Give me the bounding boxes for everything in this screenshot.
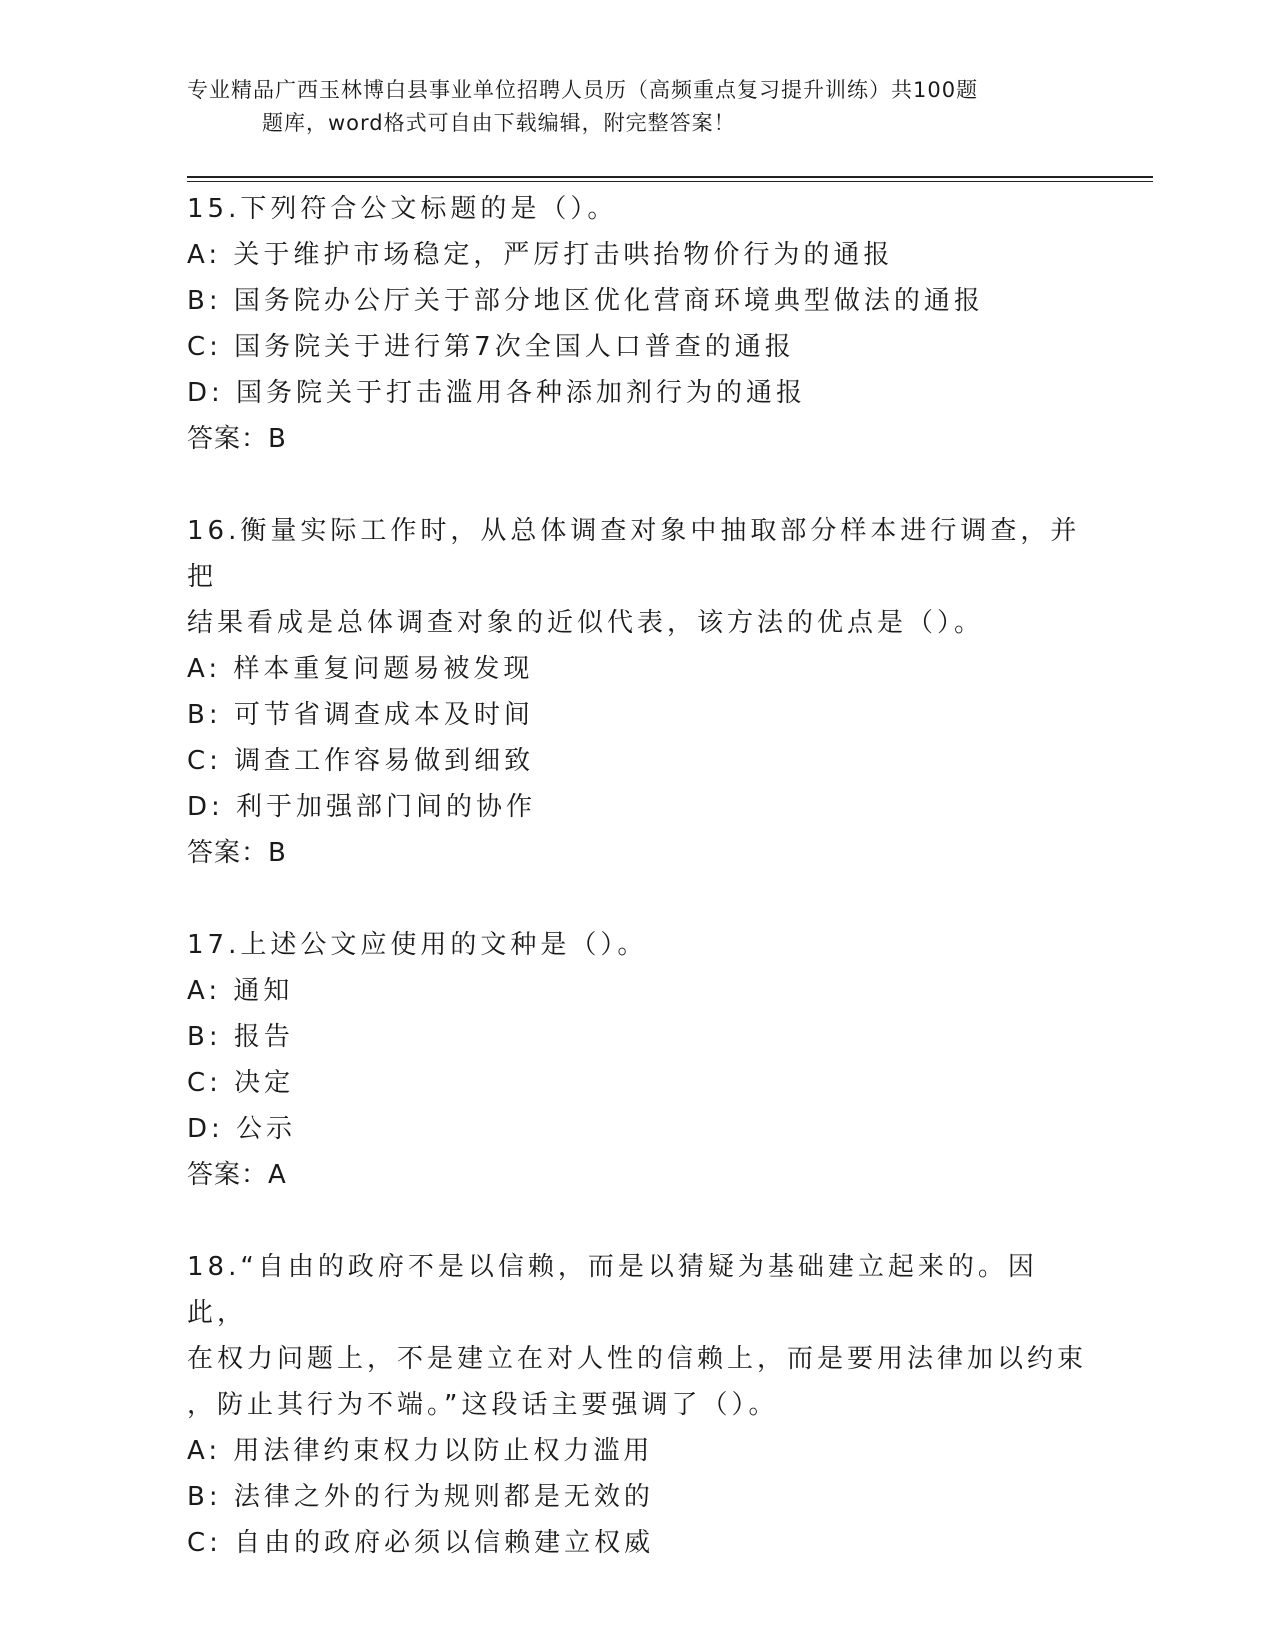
question-stem: 17.上述公文应使用的文种是（）。 <box>187 930 648 960</box>
option-a: A: 关于维护市场稳定，严厉打击哄抬物价行为的通报 <box>187 240 894 270</box>
question-stem-cont: 结果看成是总体调查对象的近似代表，该方法的优点是（）。 <box>187 608 985 638</box>
question-stem-cont: ，防止其行为不端。”这段话主要强调了（）。 <box>187 1390 779 1420</box>
header-rule-thin <box>187 181 1153 182</box>
answer: 答案：B <box>187 424 287 454</box>
option-b: B: 报告 <box>187 1022 294 1052</box>
option-b: B: 法律之外的行为规则都是无效的 <box>187 1482 654 1512</box>
question-16 <box>187 508 1087 876</box>
option-c: C: 决定 <box>187 1068 295 1098</box>
option-d: D: 国务院关于打击滥用各种添加剂行为的通报 <box>187 378 807 408</box>
question-stem: 18.“自由的政府不是以信赖，而是以猜疑为基础建立起来的。因此， <box>187 1252 1038 1328</box>
option-d: D: 公示 <box>187 1114 297 1144</box>
header-line-1: 专业精品广西玉林博白县事业单位招聘人员历（高频重点复习提升训练）共100题 <box>187 78 979 102</box>
document-header <box>187 74 1087 140</box>
question-list <box>187 186 1087 1566</box>
answer: 答案：B <box>187 838 287 868</box>
option-b: B: 可节省调查成本及时间 <box>187 700 534 730</box>
question-18 <box>187 1244 1087 1566</box>
option-c: C: 自由的政府必须以信赖建立权威 <box>187 1528 655 1558</box>
option-d: D: 利于加强部门间的协作 <box>187 792 537 822</box>
option-a: A: 样本重复问题易被发现 <box>187 654 534 684</box>
question-stem: 16.衡量实际工作时，从总体调查对象中抽取部分样本进行调查，并把 <box>187 516 1081 592</box>
header-line-2: 题库，word格式可自由下载编辑，附完整答案！ <box>262 111 736 135</box>
option-c: C: 调查工作容易做到细致 <box>187 746 535 776</box>
option-c: C: 国务院关于进行第7次全国人口普查的通报 <box>187 332 795 362</box>
answer: 答案：A <box>187 1160 287 1190</box>
header-rule-thick <box>187 176 1153 178</box>
question-stem: 15.下列符合公文标题的是（）。 <box>187 194 618 224</box>
question-stem-cont: 在权力问题上，不是建立在对人性的信赖上，而是要用法律加以约束 <box>187 1344 1088 1374</box>
question-15 <box>187 186 1087 462</box>
question-17 <box>187 922 1087 1198</box>
option-a: A: 用法律约束权力以防止权力滥用 <box>187 1436 654 1466</box>
option-a: A: 通知 <box>187 976 294 1006</box>
option-b: B: 国务院办公厅关于部分地区优化营商环境典型做法的通报 <box>187 286 984 316</box>
